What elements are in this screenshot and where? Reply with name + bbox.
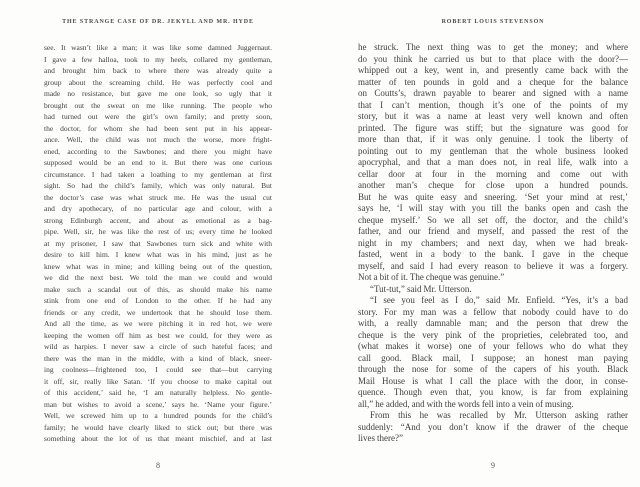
text-line: brought out the sweat on me like running. The people who: [44, 100, 272, 110]
text-line: the doctor, for whom she had been sent put in his appear-: [44, 123, 272, 133]
text-line: fasted, went in a body to the bank. I gave in the cheque: [358, 249, 628, 259]
text-line: there was the man in the middle, with a kind of black, sneer-: [44, 353, 272, 363]
text-line: circumstance. I had taken a loathing to my gentleman at first: [44, 169, 272, 179]
text-line: From this he was recalled by Mr. Utterson asking rather: [370, 410, 628, 420]
text-line: wild as harpies. I never saw a circle of such hateful faces; and: [44, 342, 272, 351]
text-line: and dry apothecary, of no particular age and colour, with a: [44, 204, 272, 213]
text-line: keeping the women off him as best we could, for they were as: [44, 330, 272, 340]
left-page-body: [44, 42, 272, 445]
text-line: and brought him back to where there was already quite a: [44, 66, 272, 75]
text-line: knew what was in mine; and killing being out of the question,: [44, 261, 272, 271]
text-line: cellar door at four in the morning and come out with: [358, 168, 628, 179]
text-line: father, and our friend and myself, and passed the rest of the: [358, 226, 628, 236]
text-line: matter of ten pounds in gold and a cheque for the balance: [358, 76, 628, 87]
text-line: myself, and said I had every reason to believe it was a forgery.: [358, 260, 628, 271]
text-line: Well, we screwed him up to a hundred pounds for the child’s: [44, 411, 272, 420]
text-line: “I see you feel as I do,” said Mr. Enfield. “Yes, it’s a bad: [370, 295, 628, 305]
text-line: ing coolness—frightened too, I could see that—but carrying: [44, 365, 272, 374]
text-line: all,” he added, and with the words fell into a vein of musing.: [358, 398, 574, 409]
right-page-body: [358, 42, 628, 445]
right-running-head: ROBERT LOUIS STEVENSON: [441, 19, 545, 25]
text-line: more than that, if it was only genuine. I took the liberty of: [358, 134, 628, 144]
text-line: with, a really damnable man; and the person that drew the: [358, 318, 628, 328]
text-line: on Coutts’s, drawn payable to bearer and signed with a name: [358, 88, 628, 98]
text-line: family; he would have clearly liked to stick out; but there was: [44, 422, 272, 432]
text-line: (what makes it worse) one of your fellows who do what they: [358, 341, 628, 351]
text-line: call good. Black mail, I suppose; an honest man paying: [358, 352, 628, 363]
text-line: the doctor’s case was what struck me. He was the usual cut: [44, 192, 272, 202]
text-line: ened, according to the Sawbones; and there you might have: [44, 146, 272, 156]
text-line: Mail House is what I call the place with the door, in conse-: [358, 375, 628, 386]
text-line: I gave a few halloa, took to my heels, collared my gentleman,: [44, 54, 272, 64]
text-line: make such a scandal out of this, as should make his name: [44, 284, 272, 294]
text-line: But he was quite easy and sneering. ‘Set your mind at rest,’: [358, 191, 628, 202]
text-line: friends or any credit, we undertook that he should lose them.: [44, 307, 272, 317]
text-line: ance. Well, the child was not much the worse, more fright-: [44, 135, 272, 144]
text-line: group about the screaming child. He was perfectly cool and: [44, 77, 272, 87]
text-line: pointing out to my gentleman that the whole business looked: [358, 145, 628, 156]
text-line: he struck. The next thing was to get the money; and where: [358, 42, 628, 52]
text-line: another man’s cheque for close upon a hundred pounds.: [358, 180, 628, 190]
text-line: stink from one end of London to the other. If he had any: [44, 296, 272, 305]
text-line: apocryphal, and that a man does not, in real life, walk into a: [358, 157, 628, 167]
text-line: through the nose for some of the capers of his youth. Black: [358, 364, 628, 374]
text-line: man but wishes to avoid a scene,’ says he. ‘Name your figure.’: [44, 399, 272, 409]
text-line: night in my chambers; and next day, when we had break-: [358, 237, 628, 248]
text-line: it off, sir, really like Satan. ‘If you choose to make capital out: [44, 376, 272, 386]
text-line: strong Edinburgh accent, and about as emotional as a bag-: [44, 215, 272, 225]
right-page-number: 9: [491, 461, 495, 470]
text-line: something about the lot of us that meant mischief, and at last: [44, 434, 272, 443]
text-line: desire to kill him. I knew what was in his mind, just as he: [44, 250, 272, 259]
text-line: story, but it was a name at least very well known and often: [358, 111, 628, 121]
text-line: see. It wasn’t like a man; it was like some damned Juggernaut.: [44, 43, 272, 52]
text-line: had turned out were the girl’s own family; and pretty soon,: [44, 112, 272, 121]
text-line: do you think he carried us but to that place with the door?—: [358, 53, 628, 64]
text-line: “Tut-tut,” said Mr. Utterson.: [370, 283, 472, 294]
text-line: pipe. Well, sir, he was like the rest of us; every time he looked: [44, 227, 272, 236]
text-line: And all the time, as we were pitching it in red hot, we were: [44, 319, 272, 328]
text-line: cheque is the very pink of the proprieties, celebrated too, and: [358, 329, 628, 340]
text-line: we did the next best. We told the man we could and would: [44, 273, 272, 282]
text-line: suddenly: “And you don’t know if the drawer of the cheque: [358, 421, 628, 432]
text-line: sight. So had the child’s family, which was only natural. But: [44, 181, 272, 190]
text-line: lives there?”: [358, 433, 404, 443]
text-line: made no resistance, but gave me one look, so ugly that it: [44, 89, 272, 98]
text-line: supposed would be an end to it. But there was one curious: [44, 158, 272, 167]
left-running-head: THE STRANGE CASE OF DR. JEKYLL AND MR. HYDE: [62, 19, 254, 25]
text-line: at my prisoner, I saw that Sawbones turn sick and white with: [44, 238, 272, 248]
text-line: cheque myself.’ So we all set off, the doctor, and the child’s: [358, 214, 628, 225]
text-line: Not a bit of it. The cheque was genuine.”: [358, 272, 505, 282]
text-line: whipped out a key, went in, and presently came back with the: [358, 65, 628, 75]
text-line: that I can’t mention, though it’s one of the points of my: [358, 99, 628, 110]
left-page-number: 8: [156, 461, 160, 470]
text-line: of this accident,’ said he, ‘I am naturally helpless. No gentle-: [44, 388, 272, 397]
text-line: printed. The figure was stiff; but the signature was good for: [358, 122, 628, 133]
text-line: says he, ‘I will stay with you till the banks open and cash the: [358, 203, 628, 213]
text-line: story. For my man was a fellow that nobody could have to do: [358, 306, 628, 317]
text-line: quence. Though even that, you know, is far from explaining: [358, 387, 628, 397]
